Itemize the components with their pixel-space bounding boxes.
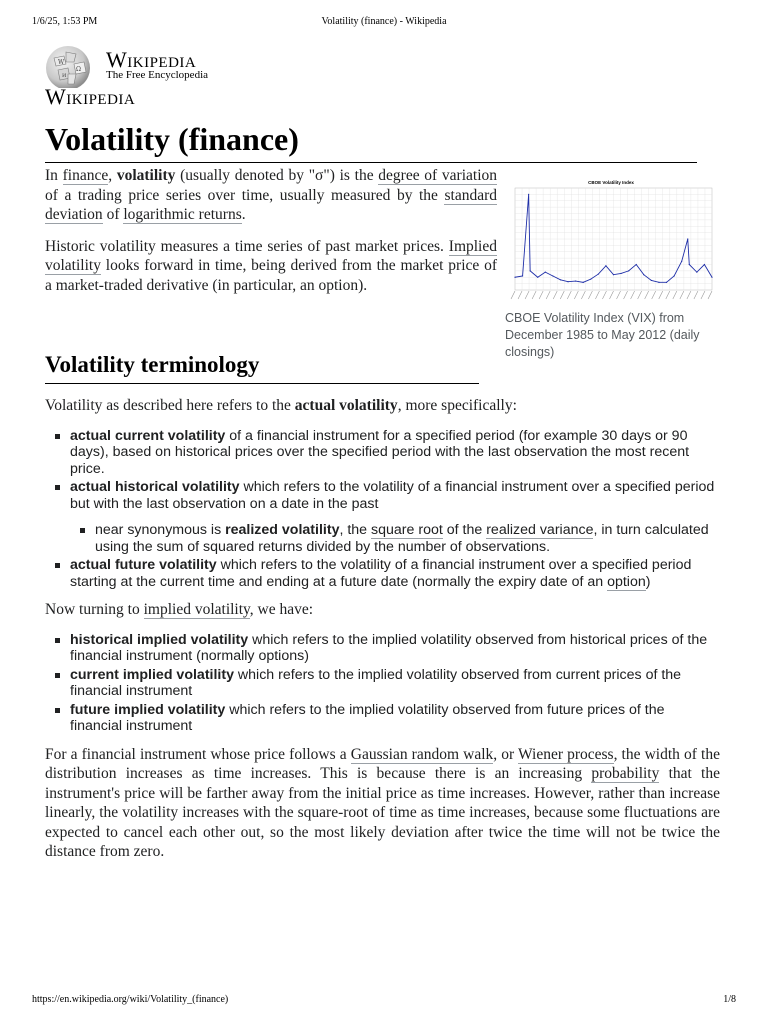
data-point (696, 272, 697, 273)
link-realized-variance[interactable]: realized variance (486, 522, 594, 538)
x-tick (595, 291, 599, 299)
x-tick (574, 291, 578, 299)
data-point (628, 270, 629, 271)
list-item: current implied volatility which refers to the implied volatility observed from current prices of the financial instrument (70, 667, 720, 700)
intro-paragraph-1: In finance, volatility (usually denoted by "σ") is the degree of variation of a trading price series over time, usually measured by the standard deviation of logarithmic returns. (45, 167, 497, 223)
x-tick (546, 291, 550, 299)
link-logarithmic-returns[interactable]: logarithmic returns (123, 206, 242, 223)
data-point (613, 274, 614, 275)
x-tick (588, 291, 592, 299)
list-item: actual future volatility which refers to the volatility of a financial instrument over a specified period starting at the current time and ending at a future date (normally the expiry date of an option) (70, 557, 720, 590)
link-implied-volatility-2[interactable]: implied volatility (143, 601, 250, 618)
data-point (704, 264, 705, 265)
link-degree-of-variation[interactable]: degree of variation (378, 167, 497, 184)
data-point (583, 282, 584, 283)
data-point (711, 277, 712, 278)
data-point (651, 280, 652, 281)
wikipedia-logo[interactable] (44, 44, 264, 108)
intro-paragraph-2: Historic volatility measures a time series of past market prices. Implied volatility looks forward in time, being derived from the market price of a market-traded derivative (in particular, an option). (45, 237, 497, 294)
data-point (530, 270, 531, 271)
data-point (620, 273, 621, 274)
x-tick (631, 291, 635, 299)
tagline: The Free Encyclopedia (106, 69, 209, 81)
data-point (666, 282, 667, 283)
sub-list (70, 522, 720, 555)
link-finance[interactable]: finance (62, 167, 109, 184)
x-tick (518, 291, 522, 299)
x-tick (553, 291, 557, 299)
chart-title: CBOE Volatility Index (588, 180, 634, 185)
link-gaussian-random-walk[interactable]: Gaussian random walk (350, 745, 494, 763)
data-point (560, 279, 561, 280)
link-probability[interactable]: probability (591, 765, 660, 782)
x-tick (680, 291, 684, 299)
data-point (658, 282, 659, 283)
random-walk-paragraph: For a financial instrument whose price follows a Gaussian random walk, or Wiener process, the width of the distribution increases as time increases. This is because there is an increasing probability that the instrument's price will be farther away from the initial price as time increases. However, rather than increase linearly, the volatility increases with the square-root of time as time increases, because some fluctuations are expected to cancel each other out, so the most likely deviation after twice the time will not be twice the distance from zero. (45, 745, 720, 860)
list-item: historical implied volatility which refers to the implied volatility observed from historical prices of the financial instrument (normally options) (70, 632, 720, 665)
data-point (689, 264, 690, 265)
data-point (567, 281, 568, 282)
x-tick (694, 291, 698, 299)
list-item: near synonymous is realized volatility, the square root of the realized variance, in turn calculated using the sum of squared returns divided by the number of observations. (95, 522, 720, 555)
link-square-root[interactable]: square root (371, 522, 443, 538)
data-point (575, 280, 576, 281)
print-url: https://en.wikipedia.org/wiki/Volatility_(finance) (32, 994, 229, 1005)
x-tick (666, 291, 670, 299)
data-point (514, 277, 515, 278)
list-item: actual current volatility of a financial instrument for a specified period (for example 30 days or 90 days), based on historical prices over the specified period with the last observation the most recent price. (70, 428, 720, 478)
list-item: actual historical volatility which refers to the volatility of a financial instrument over a specified period but with the last observation on a date in the past near synonymous is realized volatility, the square root of the realized variance, in turn calculated using the sum of squared returns divided by the number of observations. (70, 479, 720, 555)
vix-chart[interactable] (505, 178, 718, 306)
data-point (537, 277, 538, 278)
data-point (598, 273, 599, 274)
x-tick (539, 291, 543, 299)
implied-volatility-list (45, 632, 720, 735)
x-tick (617, 291, 621, 299)
print-datetime: 1/6/25, 1:53 PM (32, 16, 98, 27)
x-tick (687, 291, 691, 299)
x-tick (645, 291, 649, 299)
data-point (636, 264, 637, 265)
wordmark: Wikipedia (106, 47, 197, 72)
wikipedia-globe-icon (44, 44, 96, 88)
data-point (681, 261, 682, 262)
x-tick (701, 291, 705, 299)
x-tick (560, 291, 564, 299)
x-tick (511, 291, 515, 299)
data-point (590, 279, 591, 280)
x-tick (673, 291, 677, 299)
wordmark-secondary: Wikipedia (45, 84, 136, 109)
data-point (687, 238, 688, 239)
data-point (643, 274, 644, 275)
data-point (552, 275, 553, 276)
page-title: Volatility (finance) (45, 120, 697, 163)
terminology-section (45, 396, 720, 862)
x-tick (532, 291, 536, 299)
x-tick (525, 291, 529, 299)
link-option[interactable]: option (607, 573, 646, 590)
x-tick (610, 291, 614, 299)
print-doc-title: Volatility (finance) - Wikipedia (321, 16, 447, 27)
x-tick (652, 291, 656, 299)
figure-caption: CBOE Volatility Index (VIX) from December 1985 to May 2012 (daily closings) (505, 311, 700, 359)
link-implied-volatility[interactable]: Implied volatility (45, 237, 497, 274)
x-tick (581, 291, 585, 299)
x-tick (638, 291, 642, 299)
svg-text:W: W (58, 59, 65, 66)
vix-chart-svg (505, 178, 718, 306)
vix-figure (505, 178, 718, 361)
x-tick (602, 291, 606, 299)
data-point (522, 275, 523, 276)
data-point (528, 194, 529, 195)
data-point (545, 272, 546, 273)
svg-text:И: И (62, 73, 67, 79)
svg-text:Ω: Ω (76, 66, 81, 73)
implied-intro: Now turning to implied volatility, we have: (45, 601, 314, 618)
x-tick (659, 291, 663, 299)
section-heading-terminology: Volatility terminology (45, 351, 479, 384)
data-point (605, 265, 606, 266)
link-wiener-process[interactable]: Wiener process (518, 745, 614, 763)
actual-volatility-list (45, 428, 720, 591)
print-page-number: 1/8 (723, 994, 736, 1005)
list-item: future implied volatility which refers to the implied volatility observed from future prices of the financial instrument (70, 702, 720, 735)
data-point (674, 275, 675, 276)
link-standard-deviation[interactable]: standard deviation (45, 186, 497, 223)
intro-section (45, 166, 497, 307)
x-tick (708, 291, 712, 299)
x-tick (624, 291, 628, 299)
terminology-lead: Volatility as described here refers to the actual volatility, more specifically: (45, 397, 517, 414)
x-tick (567, 291, 571, 299)
